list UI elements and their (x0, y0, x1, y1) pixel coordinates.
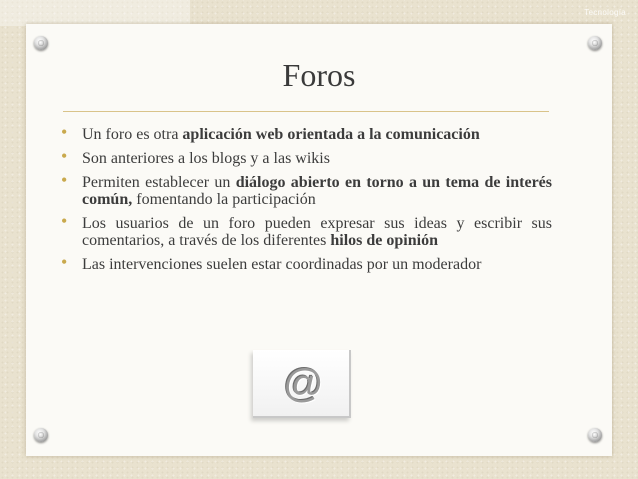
thumbtack-bottom-right-icon (588, 428, 602, 442)
bullet-bold-text: aplicación web orientada a la comunicación (182, 126, 480, 143)
bullet-marker-icon: • (61, 146, 68, 166)
slide-title: Foros (282, 57, 356, 93)
bullet-text: fomentando la participación (132, 191, 316, 208)
bullet-marker-icon: • (61, 122, 68, 142)
bullet-marker-icon: • (61, 211, 68, 231)
bullet-item (61, 170, 553, 208)
bullet-item (61, 211, 552, 249)
bullet-item (61, 252, 552, 273)
top-strip (0, 0, 190, 26)
bullet-text: Son anteriores a los blogs y a las wikis (82, 150, 330, 167)
bullet-list (61, 122, 553, 280)
at-sign-icon: @ (283, 362, 324, 406)
bullet-bold-text: diálogo abierto en torno a un tema de interés común, (82, 174, 553, 208)
corner-watermark: Tecnología (584, 8, 626, 17)
bullet-marker-icon: • (61, 252, 68, 272)
title-divider (63, 111, 549, 112)
email-image (253, 350, 351, 418)
thumbtack-bottom-left-icon (34, 428, 48, 442)
bullet-marker-icon: • (61, 170, 68, 190)
bullet-text: Un foro es otra (82, 126, 183, 143)
bullet-text: Las intervenciones suelen estar coordinadas por un moderador (82, 256, 482, 273)
bullet-item (61, 122, 552, 143)
thumbtack-top-right-icon (588, 36, 602, 50)
bullet-text: Permiten establecer un (82, 174, 236, 191)
bullet-bold-text: hilos de opinión (330, 232, 438, 249)
bullet-text: Los usuarios de un foro pueden expresar sus ideas y escribir sus comentarios, a través de los diferentes (82, 215, 552, 249)
thumbtack-top-left-icon (34, 36, 48, 50)
bullet-item (61, 146, 552, 167)
